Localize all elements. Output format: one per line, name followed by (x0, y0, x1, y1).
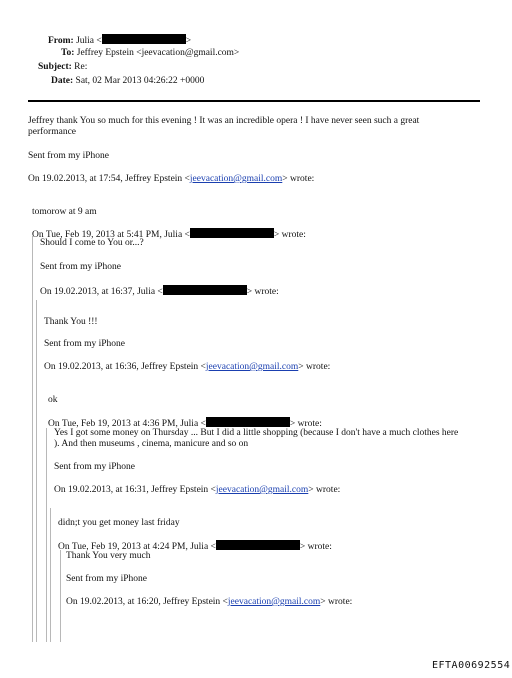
message-body: Should I come to You or...? (40, 238, 144, 248)
attribution-text: On 19.02.2013, at 16:20, Jeffrey Epstein < (66, 597, 228, 607)
email-link[interactable]: jeevacation@gmail.com (205, 362, 299, 372)
date-line (51, 76, 204, 87)
message-body: Jeffrey thank You so much for this evening ! It was an incredible opera ! I have never seen such a great performance (28, 116, 420, 137)
email-link[interactable]: jeevacation@gmail.com (215, 485, 309, 495)
email-link[interactable]: jeevacation@gmail.com (227, 597, 321, 607)
quote-bar (50, 508, 51, 642)
quote-attribution (40, 285, 279, 298)
attribution-text: > wrote: (289, 419, 322, 429)
signature: Sent from my iPhone (40, 262, 122, 272)
subject-line (38, 62, 87, 73)
signature: Sent from my iPhone (28, 151, 110, 161)
attribution-text: > wrote: (298, 362, 331, 372)
redaction-bar (163, 285, 247, 295)
from-name: Julia < (76, 36, 102, 46)
signature: Sent from my iPhone (66, 574, 148, 584)
redaction-bar (206, 417, 290, 427)
date-value: Sat, 02 Mar 2013 04:26:22 +0000 (75, 76, 205, 86)
quote-attribution (66, 597, 352, 608)
attribution-text: > wrote: (273, 230, 306, 240)
from-tail: > (185, 36, 192, 46)
quote-bar (60, 550, 61, 642)
attribution-text: > wrote: (246, 287, 279, 297)
from-label: From: (48, 36, 74, 46)
email-link[interactable]: jeevacation@gmail.com (189, 174, 283, 184)
header-divider (28, 100, 480, 102)
to-line (61, 48, 239, 59)
document-id: EFTA00692554 (432, 660, 511, 671)
message-body: Yes I got some money on Thursday ... But I did a little shopping (because I don't have a much clothes here ). And then museums , cinema, manicure and so on (54, 428, 459, 449)
message-body: tomorow at 9 am (32, 207, 97, 217)
message-body: Thank You very much (66, 551, 151, 561)
to-value: Jeffrey Epstein <jeevacation@gmail.com> (76, 48, 240, 58)
attribution-text: > wrote: (320, 597, 353, 607)
subject-value: Re: (74, 62, 88, 72)
attribution-text: On 19.02.2013, at 17:54, Jeffrey Epstein < (28, 174, 190, 184)
to-label: To: (61, 48, 75, 58)
quote-attribution (44, 362, 330, 373)
message-body: didn;t you get money last friday (58, 518, 180, 528)
signature: Sent from my iPhone (44, 339, 126, 349)
signature: Sent from my iPhone (54, 462, 136, 472)
quote-attribution (54, 485, 340, 496)
attribution-text: > wrote: (308, 485, 341, 495)
attribution-text: > wrote: (282, 174, 315, 184)
quote-bar (46, 428, 47, 642)
quote-bar (36, 300, 37, 642)
attribution-text: On Tue, Feb 19, 2013 at 4:36 PM, Julia < (48, 419, 206, 429)
attribution-text: On 19.02.2013, at 16:37, Julia < (40, 287, 163, 297)
redaction-bar (102, 34, 186, 44)
from-line (48, 34, 191, 47)
redaction-bar (216, 540, 300, 550)
date-label: Date: (51, 76, 74, 86)
subject-label: Subject: (38, 62, 72, 72)
attribution-text: On Tue, Feb 19, 2013 at 4:24 PM, Julia < (58, 542, 216, 552)
message-body: ok (48, 395, 58, 405)
attribution-text: On 19.02.2013, at 16:31, Jeffrey Epstein < (54, 485, 216, 495)
quote-bar (32, 236, 33, 642)
redaction-bar (190, 228, 274, 238)
quote-attribution (28, 174, 314, 185)
attribution-text: On 19.02.2013, at 16:36, Jeffrey Epstein < (44, 362, 206, 372)
attribution-text: On Tue, Feb 19, 2013 at 5:41 PM, Julia < (32, 230, 190, 240)
attribution-text: > wrote: (299, 542, 332, 552)
message-body: Thank You !!! (44, 317, 98, 327)
